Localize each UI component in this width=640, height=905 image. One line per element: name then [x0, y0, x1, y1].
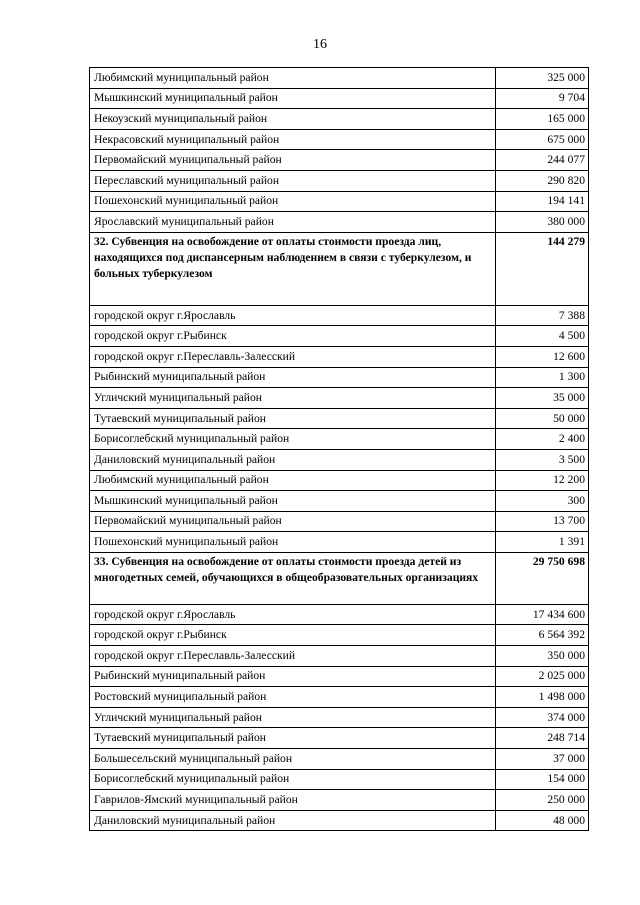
table-row: [90, 170, 589, 191]
amount-value: 35 000: [496, 388, 589, 409]
amount-value: 37 000: [496, 749, 589, 770]
section-32: [90, 232, 589, 305]
municipality-name: Рыбинский муниципальный район: [90, 367, 496, 388]
amount-value: 675 000: [496, 129, 589, 150]
table-row: [90, 470, 589, 491]
amount-value: 380 000: [496, 212, 589, 233]
subvention-table: [89, 67, 589, 831]
table-row: [90, 790, 589, 811]
amount-value: 1 391: [496, 532, 589, 553]
table-row: [90, 646, 589, 667]
table-row: [90, 408, 589, 429]
table-row: [90, 728, 589, 749]
municipality-name: городской округ г.Переславль-Залесский: [90, 646, 496, 667]
municipality-name: Переславский муниципальный район: [90, 170, 496, 191]
municipality-name: Пошехонский муниципальный район: [90, 191, 496, 212]
table-row: [90, 429, 589, 450]
table-row: [90, 129, 589, 150]
amount-value: 9 704: [496, 88, 589, 109]
amount-value: 194 141: [496, 191, 589, 212]
amount-value: 48 000: [496, 810, 589, 831]
municipality-name: городской округ г.Ярославль: [90, 604, 496, 625]
municipality-name: Гаврилов-Ямский муниципальный район: [90, 790, 496, 811]
municipality-name: городской округ г.Переславль-Залесский: [90, 346, 496, 367]
section-title: 33. Субвенция на освобождение от оплаты стоимости проезда детей из многодетных семей, обучающихся в общеобразовательных организациях: [90, 552, 496, 604]
municipality-name: Ростовский муниципальный район: [90, 687, 496, 708]
section-title: 32. Субвенция на освобождение от оплаты стоимости проезда лиц, находящихся под диспансерным наблюдением в связи с туберкулезом, и больных туберкулезом: [90, 232, 496, 305]
amount-value: 6 564 392: [496, 625, 589, 646]
table-row: [90, 68, 589, 89]
amount-value: 4 500: [496, 326, 589, 347]
municipality-name: Угличский муниципальный район: [90, 707, 496, 728]
municipality-name: Борисоглебский муниципальный район: [90, 429, 496, 450]
rows-group-32: [90, 305, 589, 552]
amount-value: 248 714: [496, 728, 589, 749]
amount-value: 1 498 000: [496, 687, 589, 708]
table-row: [90, 769, 589, 790]
amount-value: 13 700: [496, 511, 589, 532]
rows-group-a: [90, 68, 589, 233]
amount-value: 17 434 600: [496, 604, 589, 625]
section-total: 29 750 698: [496, 552, 589, 604]
amount-value: 244 077: [496, 150, 589, 171]
amount-value: 290 820: [496, 170, 589, 191]
municipality-name: городской округ г.Ярославль: [90, 305, 496, 326]
municipality-name: Первомайский муниципальный район: [90, 150, 496, 171]
table-row: [90, 449, 589, 470]
table-row: [90, 810, 589, 831]
table-row: [90, 305, 589, 326]
municipality-name: Большесельский муниципальный район: [90, 749, 496, 770]
table-row: [90, 687, 589, 708]
municipality-name: Тутаевский муниципальный район: [90, 408, 496, 429]
municipality-name: Тутаевский муниципальный район: [90, 728, 496, 749]
municipality-name: Даниловский муниципальный район: [90, 449, 496, 470]
section-total: 144 279: [496, 232, 589, 305]
amount-value: 154 000: [496, 769, 589, 790]
amount-value: 12 200: [496, 470, 589, 491]
rows-group-33: [90, 604, 589, 831]
table-row: [90, 604, 589, 625]
municipality-name: Ярославский муниципальный район: [90, 212, 496, 233]
municipality-name: Первомайский муниципальный район: [90, 511, 496, 532]
municipality-name: городской округ г.Рыбинск: [90, 326, 496, 347]
table-row: [90, 88, 589, 109]
municipality-name: Борисоглебский муниципальный район: [90, 769, 496, 790]
amount-value: 325 000: [496, 68, 589, 89]
amount-value: 350 000: [496, 646, 589, 667]
municipality-name: Мышкинский муниципальный район: [90, 491, 496, 512]
table-row: [90, 346, 589, 367]
amount-value: 12 600: [496, 346, 589, 367]
table-row: [90, 749, 589, 770]
table-row: [90, 367, 589, 388]
municipality-name: Угличский муниципальный район: [90, 388, 496, 409]
table-row: [90, 191, 589, 212]
municipality-name: Мышкинский муниципальный район: [90, 88, 496, 109]
amount-value: 250 000: [496, 790, 589, 811]
municipality-name: городской округ г.Рыбинск: [90, 625, 496, 646]
table-row: [90, 326, 589, 347]
municipality-name: Даниловский муниципальный район: [90, 810, 496, 831]
table-row: [90, 388, 589, 409]
page-number: 16: [313, 37, 327, 52]
municipality-name: Любимский муниципальный район: [90, 470, 496, 491]
amount-value: 2 400: [496, 429, 589, 450]
amount-value: 300: [496, 491, 589, 512]
municipality-name: Некрасовский муниципальный район: [90, 129, 496, 150]
table-row: [90, 532, 589, 553]
amount-value: 165 000: [496, 109, 589, 130]
municipality-name: Пошехонский муниципальный район: [90, 532, 496, 553]
table-row: [90, 491, 589, 512]
amount-value: 50 000: [496, 408, 589, 429]
table-row: [90, 707, 589, 728]
table-row: [90, 212, 589, 233]
municipality-name: Некоузский муниципальный район: [90, 109, 496, 130]
municipality-name: Любимский муниципальный район: [90, 68, 496, 89]
section-header-row: [90, 552, 589, 604]
section-header-row: [90, 232, 589, 305]
amount-value: 3 500: [496, 449, 589, 470]
municipality-name: Рыбинский муниципальный район: [90, 666, 496, 687]
amount-value: 374 000: [496, 707, 589, 728]
amount-value: 1 300: [496, 367, 589, 388]
table-row: [90, 511, 589, 532]
table-row: [90, 666, 589, 687]
amount-value: 7 388: [496, 305, 589, 326]
table-row: [90, 109, 589, 130]
table-row: [90, 625, 589, 646]
section-33: [90, 552, 589, 604]
table-row: [90, 150, 589, 171]
amount-value: 2 025 000: [496, 666, 589, 687]
